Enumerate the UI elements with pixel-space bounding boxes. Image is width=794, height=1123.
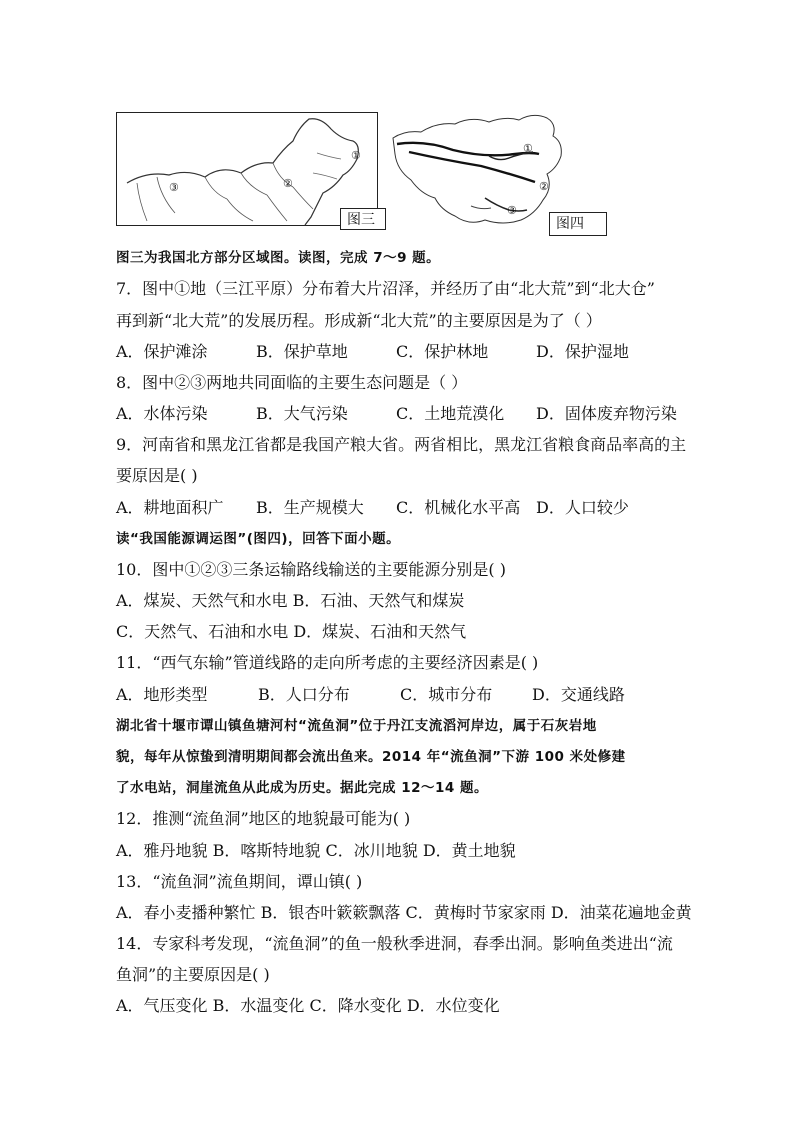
fig3-marker-2: ② <box>283 177 293 190</box>
q12-stem: 12．推测“流鱼洞”地区的地貌最可能为( ) <box>116 809 411 828</box>
fig4-marker-3: ③ <box>507 204 517 217</box>
q9-option-a[interactable]: A．耕地面积广 <box>116 498 224 517</box>
q11-option-c[interactable]: C．城市分布 <box>400 685 493 704</box>
q9-stem-line2: 要原因是( ) <box>116 466 198 485</box>
q10-options-cd[interactable]: C．天然气、石油和水电 D．煤炭、石油和天然气 <box>116 622 467 641</box>
q8-option-c[interactable]: C．土地荒漠化 <box>396 404 505 423</box>
q9-option-b[interactable]: B．生产规模大 <box>256 498 364 517</box>
q7-option-c[interactable]: C．保护林地 <box>396 342 489 361</box>
fig4-marker-1: ① <box>523 142 533 155</box>
q8-options <box>116 404 677 424</box>
intro-liuyudong-line2: 貌，每年从惊蛰到清明期间都会流出鱼来。2014 年“流鱼洞”下游 100 米处修建 <box>116 749 626 765</box>
q9-option-c[interactable]: C．机械化水平高 <box>396 498 521 517</box>
figure-3-map <box>116 112 378 226</box>
q9-option-d[interactable]: D．人口较少 <box>536 498 629 517</box>
q13-options[interactable]: A．春小麦播种繁忙 B．银杏叶簌簌飘落 C．黄梅时节家家雨 D．油菜花遍地金黄 <box>116 903 692 922</box>
intro-fig4: 读“我国能源调运图”(图四)，回答下面小题。 <box>116 531 401 547</box>
q11-option-d[interactable]: D．交通线路 <box>532 685 625 704</box>
q7-stem-line2: 再到新“北大荒”的发展历程。形成新“北大荒”的主要原因是为了（ ） <box>116 311 602 330</box>
intro-fig3: 图三为我国北方部分区域图。读图，完成 7～9 题。 <box>116 250 441 266</box>
q10-options-ab[interactable]: A．煤炭、天然气和水电 B．石油、天然气和煤炭 <box>116 591 465 610</box>
intro-liuyudong-line1: 湖北省十堰市谭山镇鱼塘河村“流鱼洞”位于丹江支流滔河岸边，属于石灰岩地 <box>116 718 597 734</box>
figure-3-caption: 图三 <box>340 208 386 230</box>
q11-stem: 11．“西气东输”管道线路的走向所考虑的主要经济因素是( ) <box>116 653 539 672</box>
q7-option-d[interactable]: D．保护湿地 <box>536 342 629 361</box>
q12-options[interactable]: A．雅丹地貌 B．喀斯特地貌 C．冰川地貌 D．黄土地貌 <box>116 841 516 860</box>
q7-option-b[interactable]: B．保护草地 <box>256 342 348 361</box>
q10-stem: 10．图中①②③三条运输路线输送的主要能源分别是( ) <box>116 560 506 579</box>
q8-stem: 8．图中②③两地共同面临的主要生态问题是（ ） <box>116 373 468 392</box>
intro-liuyudong-line3: 了水电站，洞崖流鱼从此成为历史。据此完成 12～14 题。 <box>116 780 488 796</box>
q9-options <box>116 498 629 518</box>
fig4-marker-2: ② <box>539 180 549 193</box>
q8-option-b[interactable]: B．大气污染 <box>256 404 348 423</box>
fig3-marker-1: ① <box>351 149 361 162</box>
q11-option-a[interactable]: A．地形类型 <box>116 685 208 704</box>
q14-stem-line2: 鱼洞”的主要原因是( ) <box>116 965 270 984</box>
q7-stem-line1: 7．图中①地（三江平原）分布着大片沼泽，并经历了由“北大荒”到“北大仓” <box>116 279 655 298</box>
q7-option-a[interactable]: A．保护滩涂 <box>116 342 208 361</box>
q9-stem-line1: 9．河南省和黑龙江省都是我国产粮大省。两省相比，黑龙江省粮食商品率高的主 <box>116 435 687 454</box>
q11-option-b[interactable]: B．人口分布 <box>258 685 350 704</box>
q7-options <box>116 342 629 362</box>
q8-option-a[interactable]: A．水体污染 <box>116 404 208 423</box>
q14-options[interactable]: A．气压变化 B．水温变化 C．降水变化 D．水位变化 <box>116 996 500 1015</box>
q13-stem: 13．“流鱼洞”流鱼期间，谭山镇( ) <box>116 872 363 891</box>
q11-options <box>116 685 625 705</box>
figure-4-caption: 图四 <box>549 212 607 236</box>
q14-stem-line1: 14．专家科考发现，“流鱼洞”的鱼一般秋季进洞，春季出洞。影响鱼类进出“流 <box>116 934 673 953</box>
q8-option-d[interactable]: D．固体废弃物污染 <box>536 404 677 423</box>
fig3-marker-3: ③ <box>169 181 179 194</box>
